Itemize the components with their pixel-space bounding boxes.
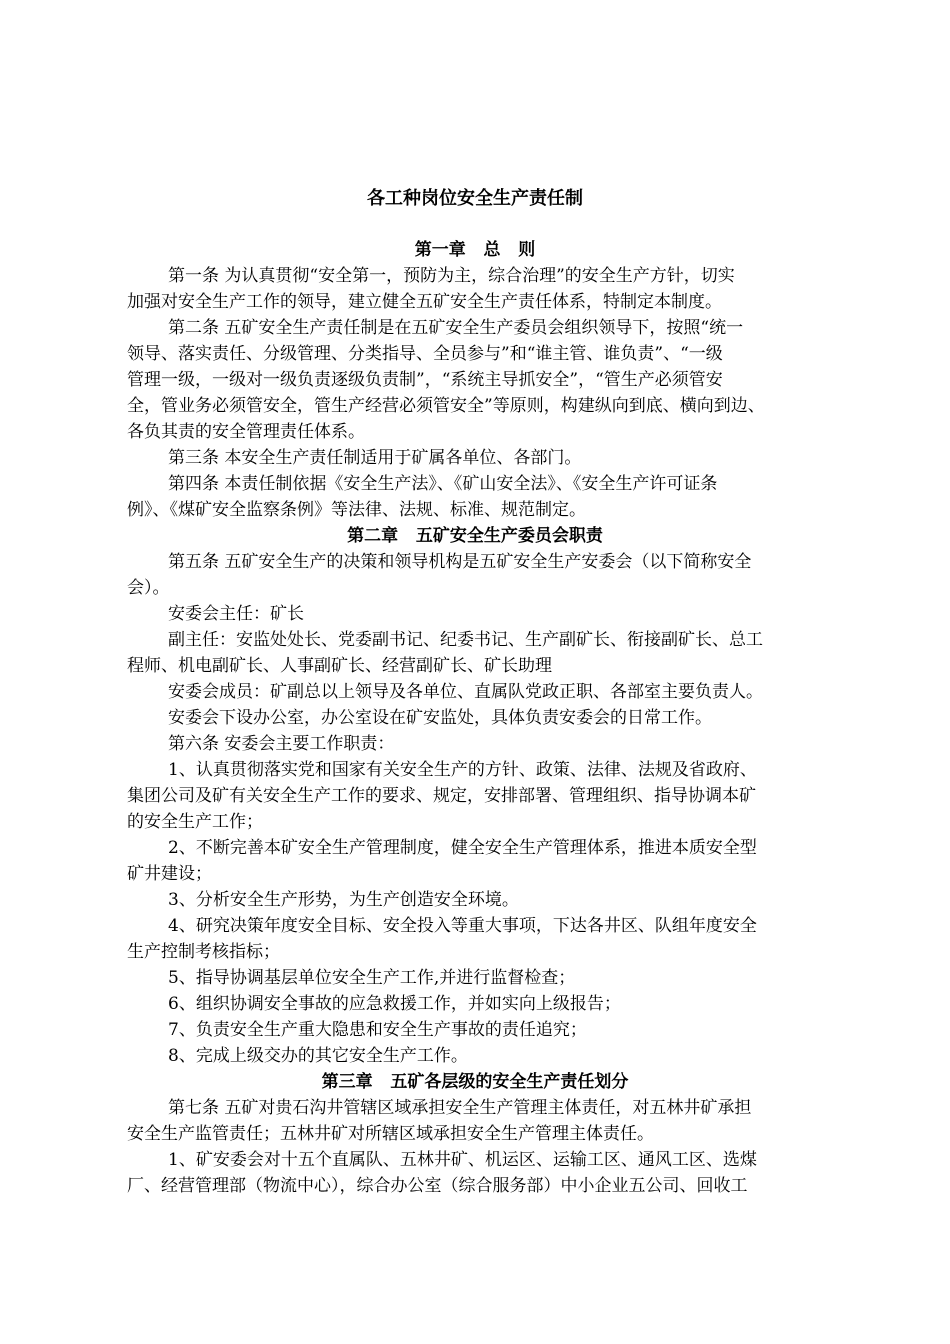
committee-deputy-line: 程师、机电副矿长、人事副矿长、经营副矿长、矿长助理 <box>127 656 552 676</box>
document-title: 各工种岗位安全生产责任制 <box>367 188 583 209</box>
committee-director: 安委会主任：矿长 <box>168 604 304 624</box>
duty-7-line: 7、负责安全生产重大隐患和安全生产事故的责任追究； <box>168 1020 587 1040</box>
article-4-line: 第四条 本责任制依据《安全生产法》、《矿山安全法》、《安全生产许可证条 <box>168 474 718 494</box>
duty-1-line: 的安全生产工作； <box>127 812 263 832</box>
article-2-line: 各负其责的安全管理责任体系。 <box>127 422 365 442</box>
chapter-3-heading: 第三章 五矿各层级的安全生产责任划分 <box>321 1072 629 1092</box>
article-2-line: 第二条 五矿安全生产责任制是在五矿安全生产委员会组织领导下，按照“统一 <box>168 318 744 338</box>
committee-office: 安委会下设办公室，办公室设在矿安监处，具体负责安委会的日常工作。 <box>168 708 712 728</box>
article-6-line: 第六条 安委会主要工作职责： <box>168 734 395 754</box>
duty-4-line: 4、研究决策年度安全目标、安全投入等重大事项，下达各井区、队组年度安全 <box>168 916 757 936</box>
article-2-line: 管理一级，一级对一级负责逐级负责制”，“系统主导抓安全”，“管生产必须管安 <box>127 370 723 390</box>
duty-2-line: 2、不断完善本矿安全生产管理制度，健全安全生产管理体系，推进本质安全型 <box>168 838 757 858</box>
article-1-line: 第一条 为认真贯彻“安全第一，预防为主，综合治理”的安全生产方针，切实 <box>168 266 735 286</box>
duty-6-line: 6、组织协调安全事故的应急救援工作，并如实向上级报告； <box>168 994 621 1014</box>
committee-members: 安委会成员：矿副总以上领导及各单位、直属队党政正职、各部室主要负责人。 <box>168 682 763 702</box>
article-3-line: 第三条 本安全生产责任制适用于矿属各单位、各部门。 <box>168 448 582 468</box>
committee-deputy-line: 副主任：安监处处长、党委副书记、纪委书记、生产副矿长、衔接副矿长、总工 <box>168 630 763 650</box>
duty-4-line: 生产控制考核指标； <box>127 942 280 962</box>
duty-1-line: 1、认真贯彻落实党和国家有关安全生产的方针、政策、法律、法规及省政府、 <box>168 760 757 780</box>
duty-8-line: 8、完成上级交办的其它安全生产工作。 <box>168 1046 468 1066</box>
duty-1-line: 集团公司及矿有关安全生产工作的要求、规定，安排部署、管理组织、指导协调本矿 <box>127 786 756 806</box>
article-2-line: 领导、落实责任、分级管理、分类指导、全员参与”和“谁主管、谁负责”、“一级 <box>127 344 723 364</box>
duty-3-line: 3、分析安全生产形势，为生产创造安全环境。 <box>168 890 519 910</box>
article-7-item-1-line: 1、矿安委会对十五个直属队、五林井矿、机运区、运输工区、通风工区、选煤 <box>168 1150 757 1170</box>
article-5-line: 第五条 五矿安全生产的决策和领导机构是五矿安全生产安委会（以下简称安全 <box>168 552 752 572</box>
article-7-line: 第七条 五矿对贵石沟井管辖区域承担安全生产管理主体责任，对五林井矿承担 <box>168 1098 752 1118</box>
article-7-item-1-line: 厂、经营管理部（物流中心），综合办公室（综合服务部）中小企业五公司、回收工 <box>127 1176 748 1196</box>
article-4-line: 例》、《煤矿安全监察条例》等法律、法规、标准、规范制定。 <box>127 500 586 520</box>
duty-5-line: 5、指导协调基层单位安全生产工作,并进行监督检查； <box>168 968 576 988</box>
article-5-line: 会）。 <box>127 578 170 598</box>
article-2-line: 全，管业务必须管安全，管生产经营必须管安全”等原则，构建纵向到底、横向到边、 <box>127 396 765 416</box>
article-7-line: 安全生产监管责任；五林井矿对所辖区域承担安全生产管理主体责任。 <box>127 1124 654 1144</box>
chapter-1-heading: 第一章 总 则 <box>414 240 536 260</box>
chapter-2-heading: 第二章 五矿安全生产委员会职责 <box>347 526 603 546</box>
article-1-line: 加强对安全生产工作的领导，建立健全五矿安全生产责任体系，特制定本制度。 <box>127 292 722 312</box>
duty-2-line: 矿井建设； <box>127 864 212 884</box>
